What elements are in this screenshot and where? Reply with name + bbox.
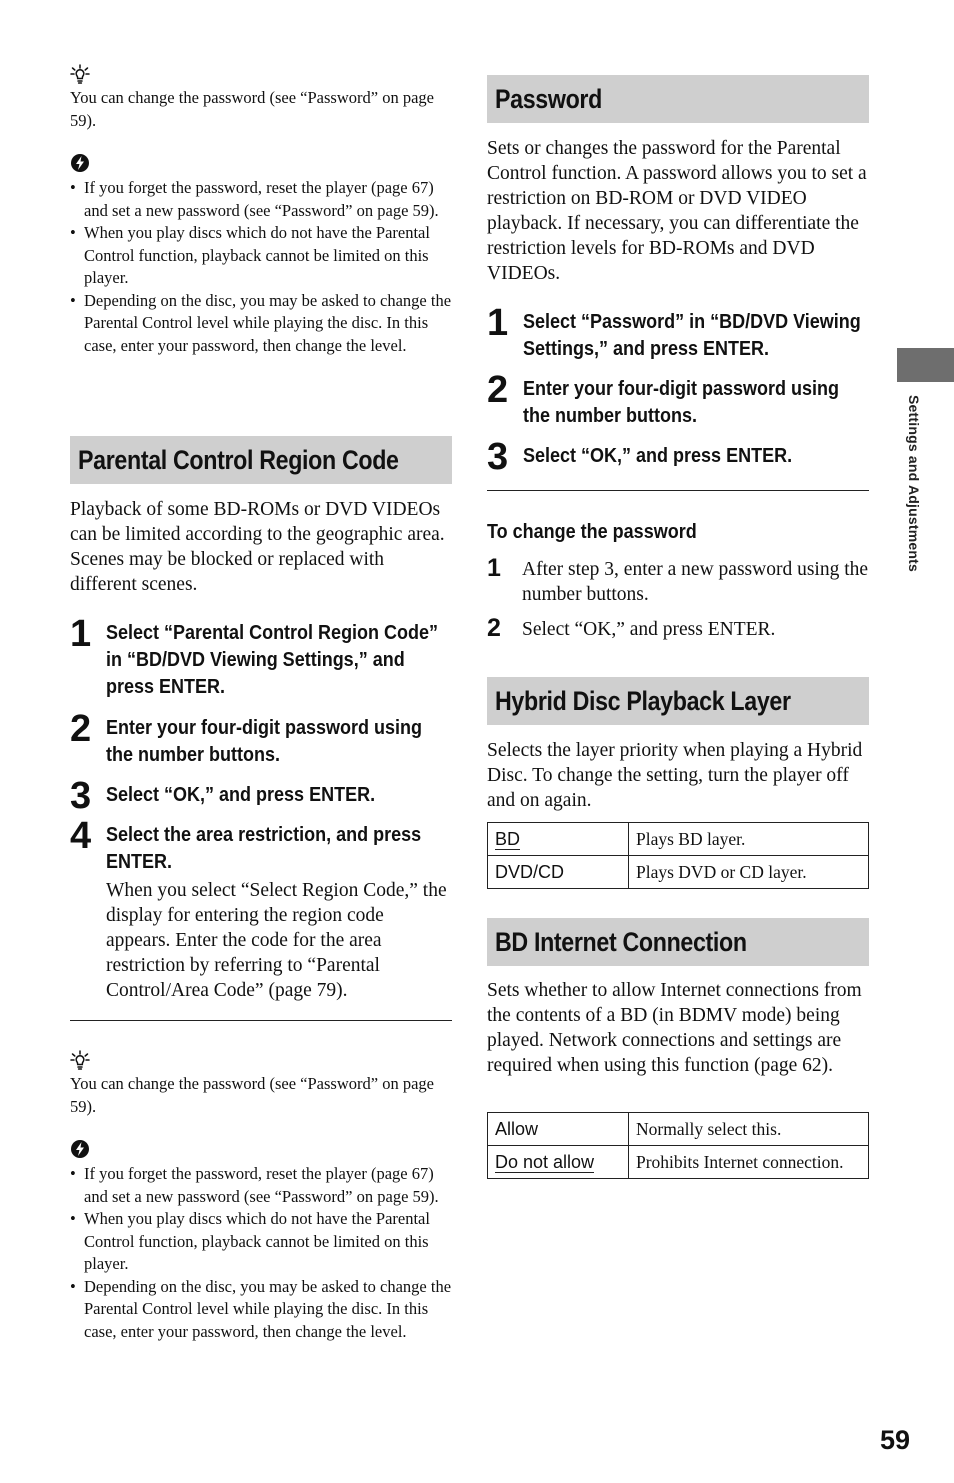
step-number: 1 (487, 302, 509, 344)
list-item: • When you play discs which do not have the Parental Control function, playback cannot be limited on this player. (70, 1208, 452, 1276)
list-item: • Depending on the disc, you may be asked to change the Parental Control level while playing the disc. In this case, enter your password, then change the level. (70, 1276, 452, 1344)
list-item: • Depending on the disc, you may be asked to change the Parental Control level while playing the disc. In this case, enter your password, then change the level. (70, 290, 452, 358)
list-item: • If you forget the password, reset the player (page 67) and set a new password (see “Password” on page 59). (70, 1163, 452, 1208)
list-item: • If you forget the password, reset the player (page 67) and set a new password (see “Password” on page 59). (70, 177, 452, 222)
step-3 (70, 775, 452, 817)
step-4 (70, 815, 452, 1003)
internet-options-table (487, 1112, 869, 1179)
step-number: 1 (487, 554, 501, 582)
section-tab-marker (897, 348, 954, 382)
step-text: Enter your four-digit password using the number buttons. (523, 378, 840, 427)
step-number: 3 (70, 775, 92, 817)
lightbulb-icon (70, 64, 90, 84)
step-number: 2 (70, 708, 92, 750)
divider (487, 490, 869, 491)
option-description: Plays DVD or CD layer. (629, 856, 869, 889)
step-text: After step 3, enter a new password using the number buttons. (522, 559, 869, 605)
section-heading-region-code: Parental Control Region Code (70, 436, 452, 484)
table-row (488, 856, 869, 889)
step-2 (70, 708, 452, 769)
internet-intro: Sets whether to allow Internet connections from the contents of a BD (in BDMV mode) being played. Network connections and settings are required when using this function (page 62). (487, 980, 862, 1076)
change-password-heading: To change the password (487, 521, 697, 543)
password-intro: Sets or changes the password for the Parental Control function. A password allows you to set a restriction on BD-ROM or DVD VIDEO playback. If necessary, you can differentiate the restriction levels for BD-ROMs and DVD VIDEOs. (487, 138, 867, 284)
region-code-intro: Playback of some BD-ROMs or DVD VIDEOs can be limited according to the geographic area. Scenes may be blocked or replaced with different scenes. (70, 499, 445, 595)
lightning-bolt-icon (70, 1139, 90, 1159)
step-text: Select “Password” in “BD/DVD Viewing Settings,” and press ENTER. (523, 311, 861, 360)
substep-2 (487, 614, 869, 642)
side-section-label: Settings and Adjustments (906, 395, 922, 572)
tip-text: You can change the password (see “Password” on page 59). (70, 88, 434, 130)
option-key: BD (495, 829, 521, 849)
divider (70, 1020, 452, 1021)
section-heading-hybrid-disc: Hybrid Disc Playback Layer (487, 677, 869, 725)
step-1 (70, 613, 452, 701)
hybrid-intro: Selects the layer priority when playing a Hybrid Disc. To change the setting, turn the player off and on again. (487, 740, 863, 811)
step-number: 2 (487, 614, 501, 642)
option-key: Allow (488, 1113, 629, 1146)
section-heading-password: Password (487, 75, 869, 123)
step-number: 4 (70, 815, 92, 857)
option-description: Normally select this. (629, 1113, 869, 1146)
step-number: 2 (487, 369, 509, 411)
step-number: 1 (70, 613, 92, 655)
step-text: Select the area restriction, and press ENTER. (106, 824, 422, 873)
lightbulb-icon (70, 1050, 90, 1070)
table-row (488, 1146, 869, 1179)
step-text: Select “OK,” and press ENTER. (523, 445, 793, 467)
hybrid-options-table (487, 822, 869, 889)
option-key: Do not allow (495, 1152, 595, 1172)
option-description: Plays BD layer. (629, 823, 869, 856)
option-description: Prohibits Internet connection. (629, 1146, 869, 1179)
tip-text: You can change the password (see “Password” on page 59). (70, 1074, 434, 1116)
step-number: 3 (487, 436, 509, 478)
section-heading-internet-connection: BD Internet Connection (487, 918, 869, 966)
page-number: 59 (880, 1425, 911, 1455)
step-text: Select “Parental Control Region Code” in “BD/DVD Viewing Settings,” and press ENTER. (106, 622, 439, 698)
step-text: Enter your four-digit password using the number buttons. (106, 717, 423, 766)
notes-list (70, 177, 452, 357)
step-description: When you select “Select Region Code,” the display for entering the region code appears. Enter the code for the area restriction by referring to “Parental Control/Area Code” (page 79). (106, 880, 447, 1001)
step-1 (487, 302, 869, 363)
lightning-bolt-icon (70, 153, 90, 173)
step-text: Select “OK,” and press ENTER. (106, 784, 376, 806)
step-text: Select “OK,” and press ENTER. (522, 619, 776, 640)
substep-1 (487, 554, 869, 607)
table-row (488, 823, 869, 856)
step-3 (487, 436, 869, 478)
table-row (488, 1113, 869, 1146)
step-2 (487, 369, 869, 430)
list-item: • When you play discs which do not have the Parental Control function, playback cannot be limited on this player. (70, 222, 452, 290)
notes-list (70, 1163, 452, 1343)
option-key: DVD/CD (488, 856, 629, 889)
